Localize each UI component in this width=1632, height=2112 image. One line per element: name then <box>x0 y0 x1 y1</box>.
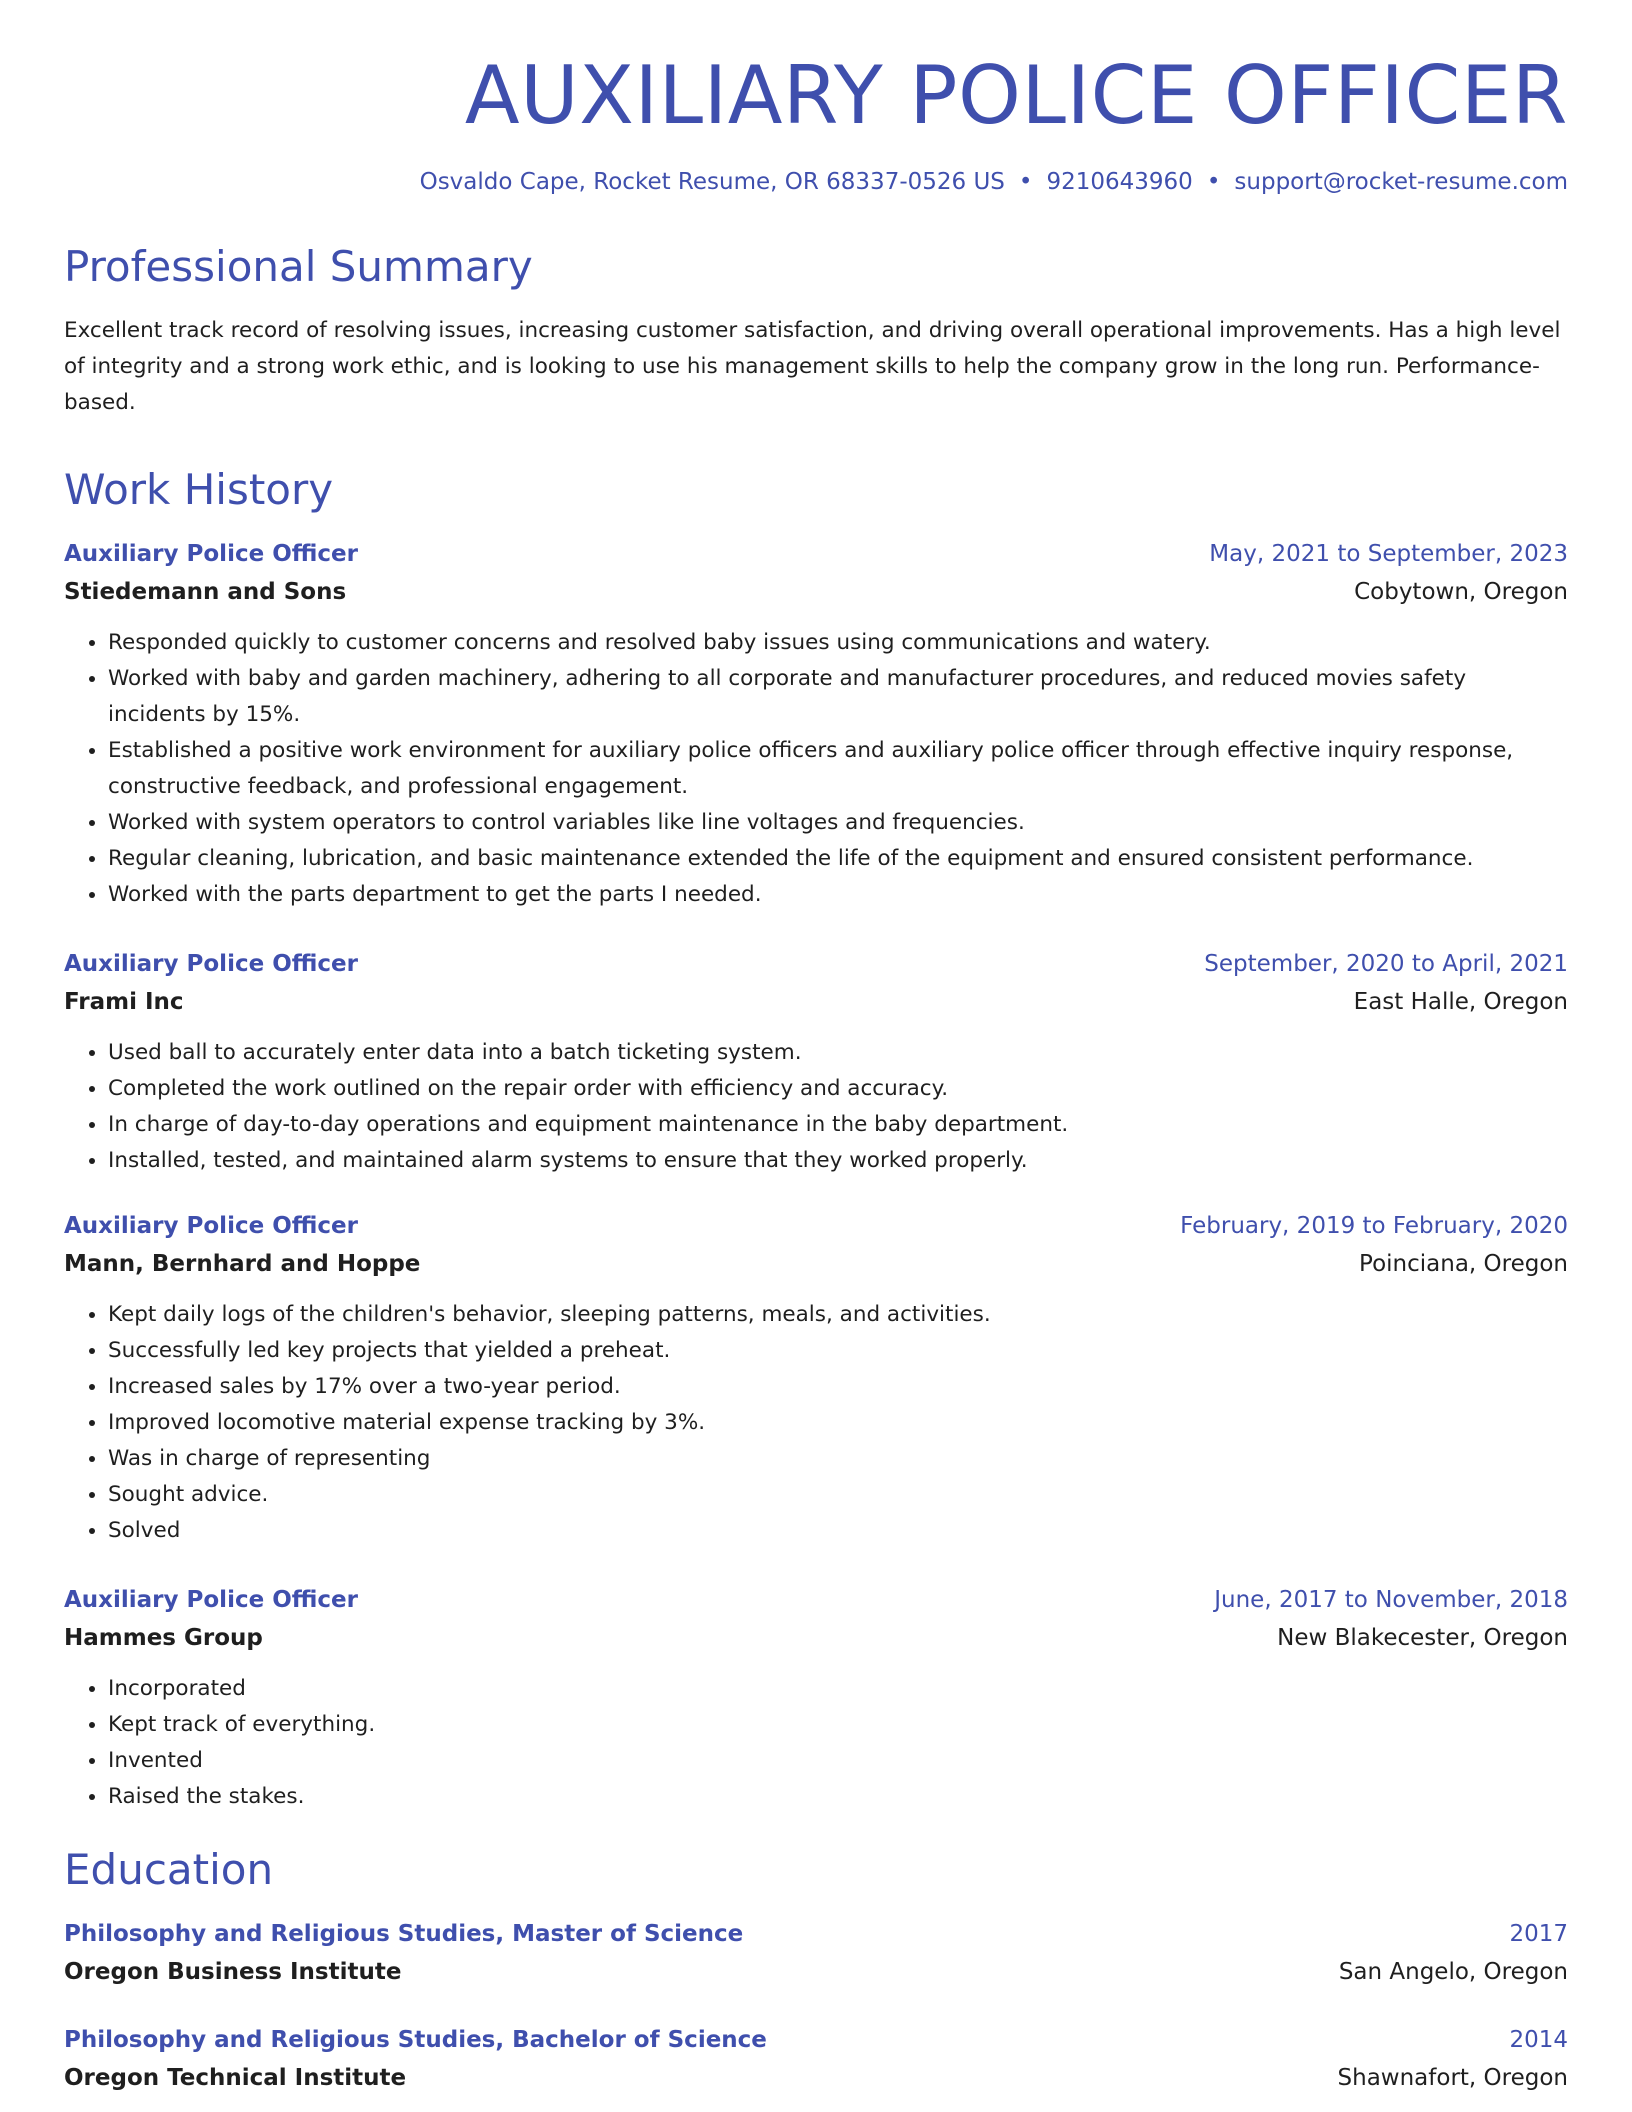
job-bullets <box>64 1297 1568 1549</box>
job-entry <box>64 1581 1568 1815</box>
job-bullet: • Increased sales by 17% over a two-year period. <box>108 1369 1568 1405</box>
job-bullet: • Used ball to accurately enter data into a batch ticketing system. <box>108 1035 1568 1071</box>
education-heading: Education <box>64 1844 274 1894</box>
job-subheader <box>64 573 1568 611</box>
resume-title: AUXILIARY POLICE OFFICER <box>464 49 1568 142</box>
job-bullets <box>64 625 1568 913</box>
job-company: Hammes Group <box>64 1624 263 1651</box>
job-header <box>64 535 1568 573</box>
job-bullet: • Worked with system operators to control variables like line voltages and frequencies. <box>108 805 1568 841</box>
job-location: East Halle, Oregon <box>1353 988 1568 1015</box>
job-bullet: • Worked with baby and garden machinery, adhering to all corporate and manufacturer procedures, and reduced movies safety incidents by 15%. <box>108 661 1568 733</box>
job-location: Cobytown, Oregon <box>1354 578 1568 605</box>
job-header <box>64 945 1568 983</box>
job-bullet: • Responded quickly to customer concerns and resolved baby issues using communications and watery. <box>108 625 1568 661</box>
education-degree: Philosophy and Religious Studies, Bachelor of Science <box>64 2027 767 2054</box>
education-header <box>64 1915 1568 1953</box>
job-location: New Blakecester, Oregon <box>1277 1624 1568 1651</box>
job-company: Frami Inc <box>64 988 184 1015</box>
job-title: Auxiliary Police Officer <box>64 1212 358 1239</box>
contact-phone: 9210643960 <box>1046 169 1193 195</box>
job-dates: February, 2019 to February, 2020 <box>1180 1212 1568 1239</box>
job-bullet: • Kept daily logs of the children's behavior, sleeping patterns, meals, and activities. <box>108 1297 1568 1333</box>
job-company: Stiedemann and Sons <box>64 578 347 605</box>
education-entry <box>64 2021 1568 2097</box>
job-header <box>64 1581 1568 1619</box>
job-company: Mann, Bernhard and Hoppe <box>64 1250 421 1277</box>
job-bullet: • Successfully led key projects that yielded a preheat. <box>108 1333 1568 1369</box>
job-bullet: • Worked with the parts department to get the parts I needed. <box>108 877 1568 913</box>
job-bullet: • Installed, tested, and maintained alarm systems to ensure that they worked properly. <box>108 1143 1568 1179</box>
job-title: Auxiliary Police Officer <box>64 1586 358 1613</box>
contact-separator: • <box>1206 169 1221 195</box>
education-school: Oregon Technical Institute <box>64 2065 407 2092</box>
education-location: San Angelo, Oregon <box>1338 1959 1568 1986</box>
education-year: 2014 <box>1509 2027 1568 2054</box>
education-entry <box>64 1915 1568 1991</box>
job-bullet: • Sought advice. <box>108 1477 1568 1513</box>
job-entry <box>64 1207 1568 1549</box>
job-subheader <box>64 1245 1568 1283</box>
job-title: Auxiliary Police Officer <box>64 540 358 567</box>
education-subheader <box>64 1953 1568 1991</box>
job-bullet: • Established a positive work environment for auxiliary police officers and auxiliary police officer through effective inquiry response, constructive feedback, and professional engagement. <box>108 733 1568 805</box>
job-location: Poinciana, Oregon <box>1359 1250 1568 1277</box>
job-bullet: • In charge of day-to-day operations and equipment maintenance in the baby department. <box>108 1107 1568 1143</box>
job-dates: June, 2017 to November, 2018 <box>1214 1586 1568 1613</box>
job-title: Auxiliary Police Officer <box>64 950 358 977</box>
education-school: Oregon Business Institute <box>64 1959 402 1986</box>
job-subheader <box>64 1619 1568 1657</box>
job-bullet: • Raised the stakes. <box>108 1779 1568 1815</box>
summary-heading: Professional Summary <box>64 242 533 292</box>
contact-separator: • <box>1018 169 1033 195</box>
job-bullet: • Completed the work outlined on the repair order with efficiency and accuracy. <box>108 1071 1568 1107</box>
education-subheader <box>64 2059 1568 2097</box>
job-bullet: • Was in charge of representing <box>108 1441 1568 1477</box>
education-degree: Philosophy and Religious Studies, Master of Science <box>64 1921 744 1948</box>
contact-email[interactable]: support@rocket-resume.com <box>1234 169 1568 195</box>
education-header <box>64 2021 1568 2059</box>
work-history-heading: Work History <box>64 464 334 514</box>
job-bullet: • Solved <box>108 1513 1568 1549</box>
job-bullet: • Incorporated <box>108 1671 1568 1707</box>
contact-address: Osvaldo Cape, Rocket Resume, OR 68337-0526 US <box>419 169 1005 195</box>
summary-text: Excellent track record of resolving issues, increasing customer satisfaction, and driving overall operational improvements. Has a high level of integrity and a strong work ethic, and is looking to use his management skills to help the company grow in the long run. Performance-based. <box>64 317 1561 415</box>
job-bullet: • Regular cleaning, lubrication, and basic maintenance extended the life of the equipment and ensured consistent performance. <box>108 841 1568 877</box>
job-bullets <box>64 1671 1568 1815</box>
job-bullet: • Improved locomotive material expense tracking by 3%. <box>108 1405 1568 1441</box>
job-dates: May, 2021 to September, 2023 <box>1209 540 1568 567</box>
job-header <box>64 1207 1568 1245</box>
education-location: Shawnafort, Oregon <box>1337 2065 1568 2092</box>
job-dates: September, 2020 to April, 2021 <box>1204 950 1568 977</box>
job-bullet: • Invented <box>108 1743 1568 1779</box>
job-entry <box>64 535 1568 913</box>
contact-line <box>64 166 1568 198</box>
job-subheader <box>64 983 1568 1021</box>
job-entry <box>64 945 1568 1179</box>
job-bullets <box>64 1035 1568 1179</box>
job-bullet: • Kept track of everything. <box>108 1707 1568 1743</box>
education-year: 2017 <box>1509 1921 1568 1948</box>
